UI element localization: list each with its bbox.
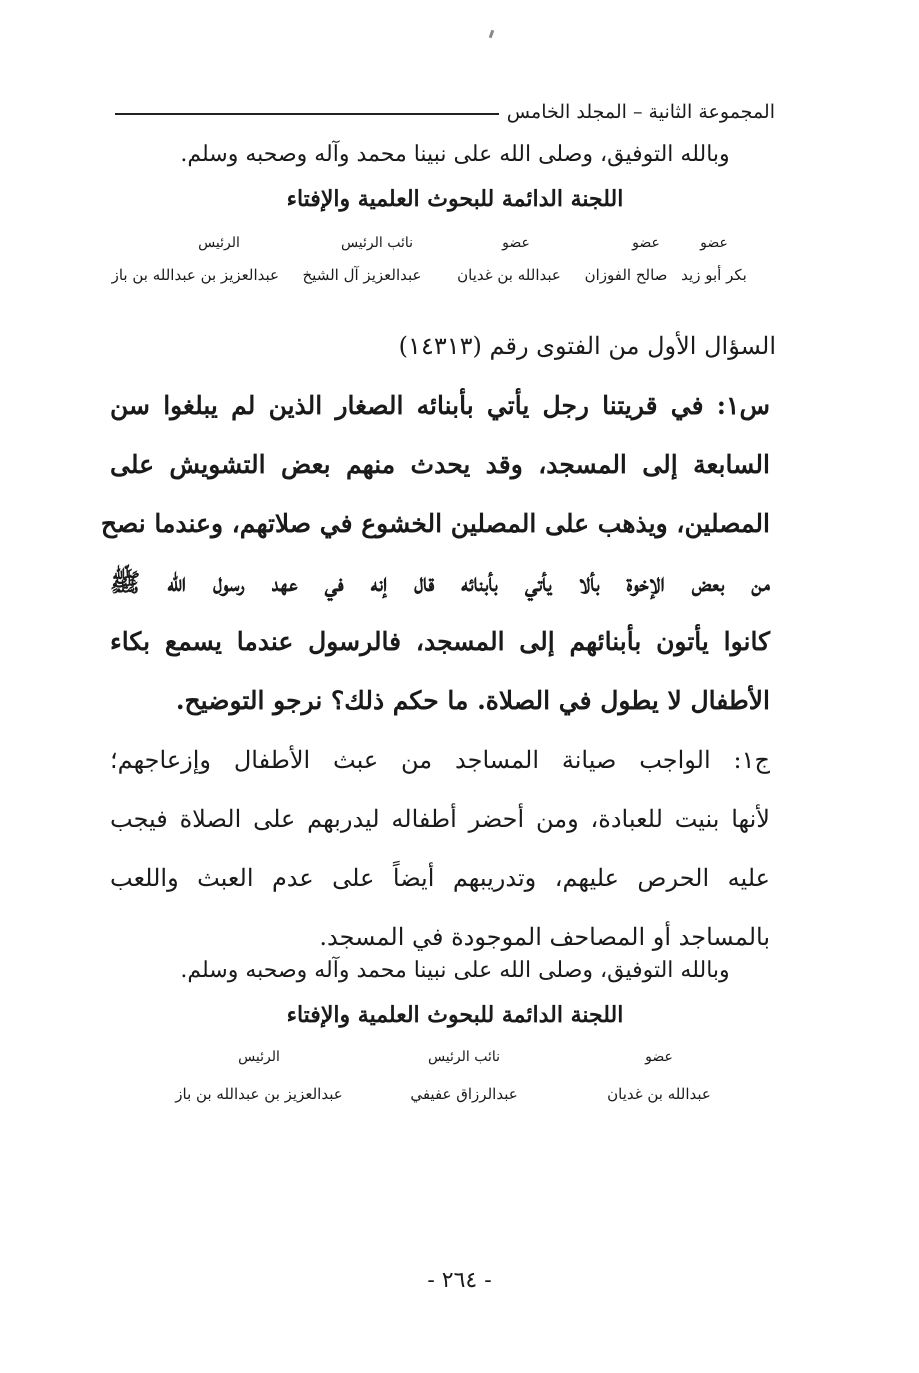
page-number: - ٢٦٤ -	[427, 1268, 492, 1293]
top-sig-role-1	[689, 232, 739, 251]
top-sig-role-2	[621, 232, 671, 251]
bottom-sig-name-3	[159, 1084, 359, 1103]
top-sig-role-4	[327, 232, 427, 251]
answer-paragraph	[110, 731, 770, 967]
signatory-name: عبدالله بن غديان	[457, 266, 561, 284]
top-sig-name-1	[669, 265, 759, 284]
answer-line: بالمساجد أو المصاحف الموجودة في المسجد.	[319, 923, 770, 951]
answer-line: ج١: الواجب صيانة المساجد من عبث الأطفال وإزعاجهم؛	[110, 746, 770, 774]
role-label: الرئيس	[198, 235, 240, 251]
bottom-sig-role-1	[594, 1046, 724, 1065]
signatory-name: عبدالله بن غديان	[607, 1085, 711, 1103]
signatory-name: صالح الفوزان	[584, 266, 668, 284]
scan-speck	[489, 30, 495, 39]
answer-line: لأنها بنيت للعبادة، ومن أحضر أطفاله ليدربهم على الصلاة فيجب	[110, 805, 770, 833]
top-sig-name-2	[576, 265, 676, 284]
signatory-name: عبدالعزيز بن عبدالله بن باز	[111, 266, 279, 284]
question-line: س١: في قريتنا رجل يأتي بأبنائه الصغار الذين لم يبلغوا سن	[110, 391, 770, 420]
role-label: عضو	[700, 235, 728, 251]
bottom-sig-role-2	[389, 1046, 539, 1065]
question-line: كانوا يأتون بأبنائهم إلى المسجد، فالرسول عندما يسمع بكاء	[110, 627, 770, 656]
bottom-closing-prayer: وبالله التوفيق، وصلى الله على نبينا محمد وآله وصحبه وسلم.	[180, 958, 730, 983]
signatory-name: عبدالعزيز آل الشيخ	[302, 266, 422, 284]
role-label: الرئيس	[238, 1049, 280, 1065]
role-label: عضو	[502, 235, 530, 251]
running-header	[115, 92, 775, 132]
question-line: الأطفال لا يطول في الصلاة. ما حكم ذلك؟ نرجو التوضيح.	[175, 686, 770, 715]
top-sig-name-3	[454, 265, 564, 284]
bottom-committee-name: اللجنة الدائمة للبحوث العلمية والإفتاء	[286, 1002, 624, 1028]
question-line: المصلين، ويذهب على المصلين الخشوع في صلاتهم، وعندما نصح	[100, 509, 770, 538]
bottom-sig-name-2	[389, 1084, 539, 1103]
role-label: عضو	[632, 235, 660, 251]
signatory-name: عبدالعزيز بن عبدالله بن باز	[175, 1085, 343, 1103]
bottom-sig-name-1	[589, 1084, 729, 1103]
signatory-name: بكر أبو زيد	[681, 266, 747, 284]
top-sig-role-3	[491, 232, 541, 251]
role-label: عضو	[645, 1049, 673, 1065]
question-line: من بعض الإخوة بألا يأتي بأبنائه قال إنه في عهد رسول الله ﷺ	[110, 568, 770, 597]
role-label: نائب الرئيس	[427, 1049, 501, 1065]
bottom-sig-role-3	[159, 1046, 359, 1065]
signatory-name: عبدالرزاق عفيفي	[410, 1085, 518, 1103]
answer-line: عليه الحرص عليهم، وتدريبهم أيضاً على عدم العبث واللعب	[110, 864, 770, 892]
question-paragraph	[100, 376, 770, 730]
top-closing-prayer: وبالله التوفيق، وصلى الله على نبينا محمد وآله وصحبه وسلم.	[180, 142, 730, 167]
top-sig-name-4	[287, 265, 437, 284]
top-sig-name-5	[111, 265, 279, 284]
running-title: المجموعة الثانية – المجلد الخامس	[506, 101, 775, 123]
top-sig-role-5	[179, 232, 259, 251]
top-committee-name: اللجنة الدائمة للبحوث العلمية والإفتاء	[286, 186, 624, 212]
header-rule	[115, 113, 499, 115]
question-line: السابعة إلى المسجد، وقد يحدث منهم بعض التشويش على	[110, 450, 770, 479]
role-label: نائب الرئيس	[340, 235, 414, 251]
fatwa-heading: السؤال الأول من الفتوى رقم (١٤٣١٣)	[398, 332, 776, 360]
